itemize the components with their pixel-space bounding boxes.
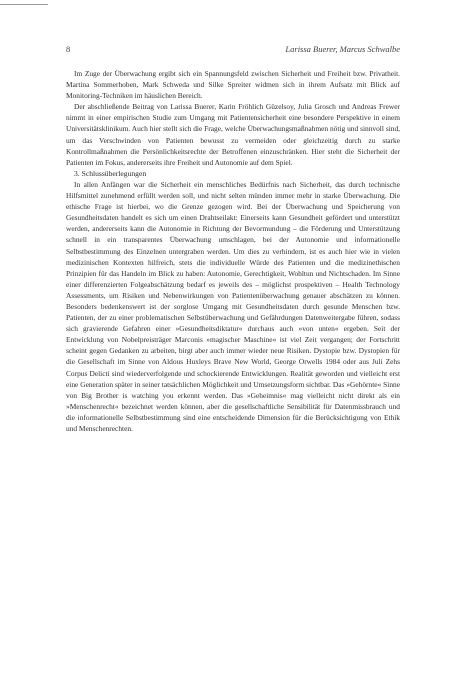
page-body xyxy=(66,68,400,434)
paragraph-2: Der abschließende Beitrag von Larissa Buerer, Karin Fröhlich Güzelsoy, Julia Grosch und Andreas Frewer nimmt in einer empirischen Studie zum Umgang mit Patientensicherheit eine besondere Perspektive in einem Universitätsklinikum. Auch hier stellt sich die Frage, welche Überwachungsmaßnahmen nötig und sinnvoll sind, um das Verschwinden von Patienten bewusst zu vermeiden oder gleichzeitig durch zu starke Kontrollmaßnahmen die Persönlichkeitsrechte der Betroffenen einzuschränken. Hier steht die Sicherheit der Patienten im Fokus, andererseits ihre Freiheit und Autonomie auf dem Spiel. xyxy=(66,102,400,167)
paragraph-1: Im Zuge der Überwachung ergibt sich ein Spannungsfeld zwischen Sicherheit und Freiheit bzw. Privatheit. Martina Sommerhoben, Mark Schweda und Silke Spreiter widmen sich in ihrem Aufsatz mit Blick auf Monitoring-Techniken im häuslichen Bereich. xyxy=(66,69,400,101)
page-number: 8 xyxy=(66,44,71,54)
page-header xyxy=(66,44,400,56)
top-rule xyxy=(0,4,48,5)
running-title: Larissa Buerer, Marcus Schwalbe xyxy=(285,44,400,54)
section-heading: 3. Schlussüberlegungen xyxy=(74,168,147,178)
paragraph-3: In allen Anfängen war die Sicherheit ein menschliches Bedürfnis nach Sicherheit, das durch technische Hilfsmittel zunehmend erfüllt werden soll, und nicht selten münden immer mehr in starke Überwachung. Die ethische Frage ist hierbei, wo die Grenze gezogen wird. Bei der Überwachung und Speicherung von Gesundheitsdaten handelt es sich um einen Drahtseilakt: Einerseits kann Gesundheit gefördert und unterstützt werden, andererseits kann die Autonomie in Richtung der Bevormundung – die Förderung und Unterstützung schnell in ein transparentes Überwachung umschlagen, bei der Autonomie und informationelle Selbstbestimmung des Einzelnen untergraben werden. Um dies zu verhindern, ist es auch hier wie in vielen medizinischen Kontexten hilfreich, stets die individuelle Würde des Patienten und die medizinethischen Prinzipien für das Handeln im Blick zu haben: Autonomie, Gerechtigkeit, Wohltun und Nichtschaden. Im Sinne einer differenzierten Folgeabschätzung bedarf es jeweils des – möglichst prospektiven – Health Technology Assessments, um Risiken und Nebenwirkungen von Patientenüberwachung genauer abschätzen zu können. Besonders bedenkenswert ist der sorglose Umgang mit Gesundheitsdaten durch gesunde Menschen bzw. Patienten, der zu einer problematischen Selbstüberwachung und Gefährdungen Datenweitergabe führen, sodass sich gravierende Gefahren einer »Gesundheitsdiktatur« durchaus auch »von unten« ergeben. Seit der Entwicklung von Nobelpreisträger Marconis »magischer Maschine« ist viel Zeit vergangen; der Fortschritt scheint gegen Gedanken zu arbeiten, birgt aber auch immer wieder neue Risiken. Dystopie bzw. Dystopien für die Gesellschaft im Sinne von Aldous Huxleys Brave New World, George Orwells 1984 oder aus Juli Zehs Corpus Delicti sind wiederverfolgende und schockierende Entwicklungen. Realität geworden und vielleicht erst eine Generation später in seiner tatsächlichen Möglichkeit und Umsetzungsform sichtbar. Das »Gehörnte« Sinne von Big Brother is watching you erkennt werden. Das »Geheimnis« mag vielleicht nicht direkt als ein »Menschenrecht« bezeichnet werden können, aber die gesellschaftliche Sensibilität für Datenmissbrauch und die informationelle Selbstbestimmung sind eine entscheidende Dimension für die Berücksichtigung von Ethik und Menschenrechten. xyxy=(66,179,400,433)
